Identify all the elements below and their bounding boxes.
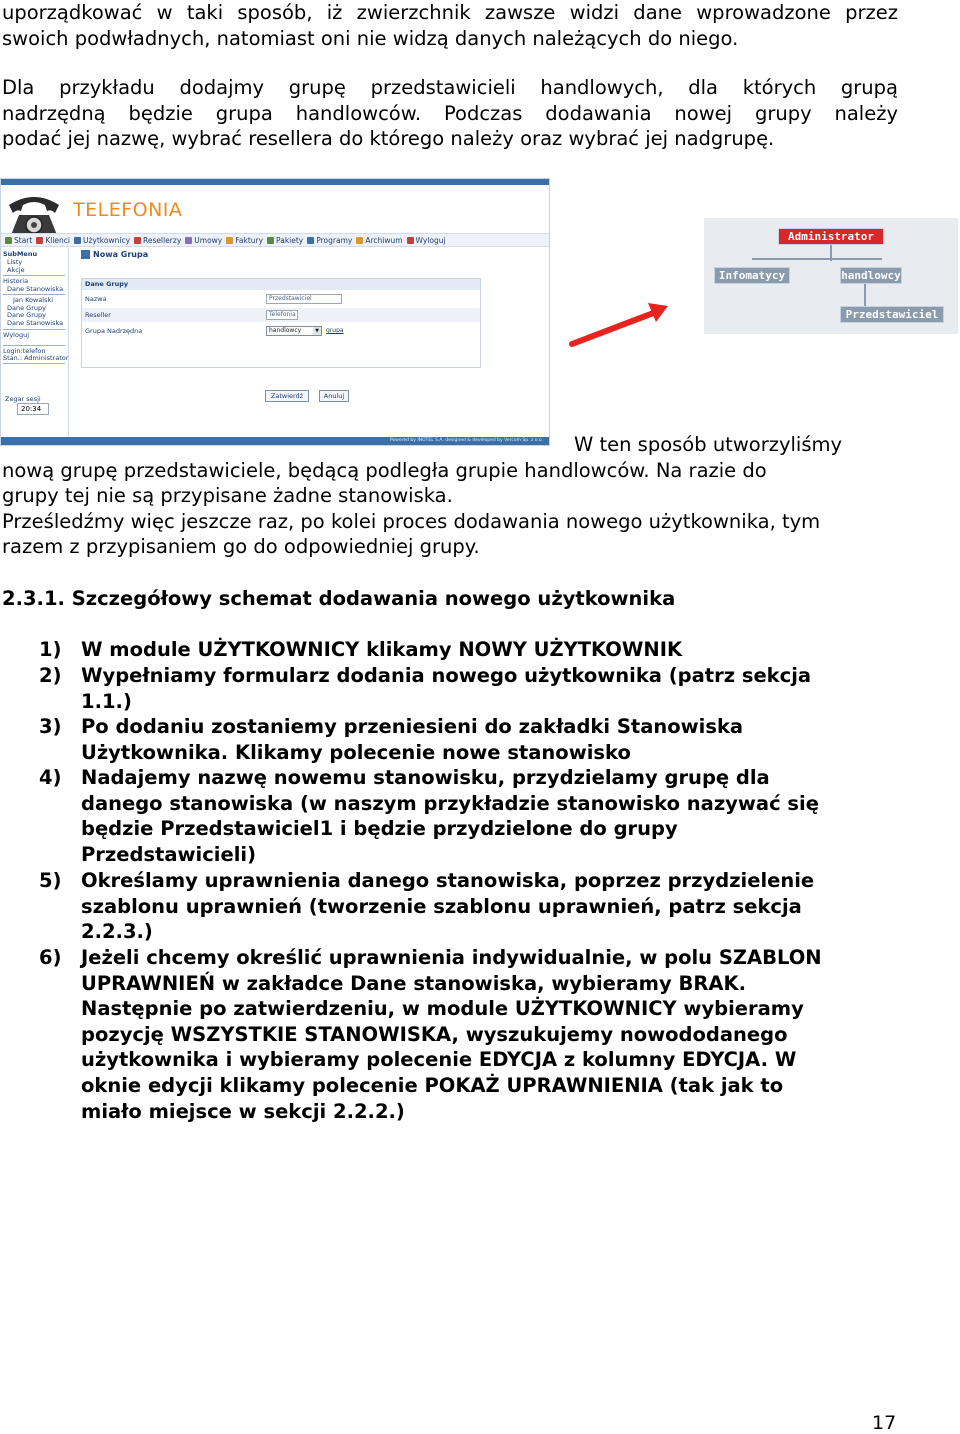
screenshot-sidebar <box>1 248 69 444</box>
text-line: miało miejsce w sekcji 2.2.2.) <box>81 1099 405 1123</box>
packages-icon <box>267 237 274 244</box>
sidebar-divider <box>3 294 65 295</box>
name-input[interactable]: Przedstawiciel <box>266 294 342 304</box>
form-row-reseller <box>82 308 480 322</box>
nav-label: Archiwum <box>365 235 403 245</box>
group-icon <box>81 250 90 259</box>
nav-label: Umowy <box>194 235 223 245</box>
group-link[interactable]: grupa <box>326 327 344 334</box>
nav-wyloguj[interactable] <box>407 236 446 245</box>
app-title: TELEFONIA <box>73 199 183 221</box>
users-icon <box>74 237 81 244</box>
footer-credits: Powered by INOTEL S.A. designed & developed by Vercom Sp. z o.o. <box>389 438 543 443</box>
sidebar-heading: SubMenu <box>3 250 38 258</box>
list-number: 3) <box>39 715 62 738</box>
select-value: handlowcy <box>269 327 302 334</box>
text-line: danego stanowiska (w naszym przykładzie stanowisko nazywać się <box>81 791 819 815</box>
nav-uzytkownicy[interactable] <box>74 236 130 245</box>
nav-label: Resellerzy <box>143 235 182 245</box>
text-line: pozycję WSZYSTKIE STANOWISKA, wyszukujemy nowododanego <box>81 1022 788 1046</box>
text-line: uporządkować w taki sposób, iż zwierzchnik zawsze widzi dane wprowadzone przez <box>2 1 898 24</box>
text-line: Wypełniamy formularz dodania nowego użytkownika (patrz sekcja <box>81 664 812 687</box>
text-line: UPRAWNIEŃ w zakładce Dane stanowiska, wybieramy BRAK. <box>81 971 746 995</box>
sidebar-item-dane-stanowiska[interactable]: Dane Stanowiska <box>7 285 64 293</box>
invoices-icon <box>226 237 233 244</box>
screenshot-top-bar <box>1 179 550 185</box>
nav-klienci[interactable] <box>36 236 70 245</box>
clients-icon <box>36 237 43 244</box>
text-line: nową grupę przedstawiciele, będącą podległa grupie handlowców. Na razie do <box>2 458 767 482</box>
nav-label: Programy <box>316 235 353 245</box>
form-row-parent-group <box>82 324 480 338</box>
cancel-button[interactable]: Anuluj <box>319 390 349 402</box>
logout-icon <box>407 237 414 244</box>
text-line: będzie Przedstawiciel1 i będzie przydzielone do grupy <box>81 817 678 841</box>
nav-faktury[interactable] <box>226 236 263 245</box>
text-line: Następnie po zatwierdzeniu, w module UŻYTKOWNICY wybieramy <box>81 997 804 1021</box>
text-line: Nadajemy nazwę nowemu stanowisku, przydzielamy grupę dla <box>81 766 770 789</box>
list-number: 6) <box>39 946 62 969</box>
nav-label: Użytkownicy <box>83 235 131 245</box>
sidebar-item-dane-grupy[interactable]: Dane Grupy <box>7 304 46 312</box>
tree-node-administrator: Administrator <box>778 228 884 245</box>
telephone-icon <box>5 191 63 239</box>
sidebar-item-wyloguj[interactable]: Wyloguj <box>3 331 29 339</box>
sidebar-login: Login:telefon <box>3 347 46 355</box>
nav-label: Faktury <box>235 235 264 245</box>
sidebar-divider <box>3 275 65 276</box>
list-text <box>81 868 899 945</box>
screenshot-main <box>79 248 547 438</box>
sidebar-divider <box>3 363 65 364</box>
group-hierarchy-tree <box>704 218 958 334</box>
group-form <box>81 278 481 368</box>
nav-label: Pakiety <box>276 235 304 245</box>
section-heading: 2.3.1. Szczegółowy schemat dodawania nowego użytkownika <box>2 587 676 610</box>
text-line: Określamy uprawnienia danego stanowiska, poprzez przydzielenie <box>81 869 815 892</box>
list-number: 4) <box>39 766 62 789</box>
text-line: Jeżeli chcemy określić uprawnienia indywidualnie, w polu SZABLON <box>81 946 822 969</box>
sidebar-item-listy[interactable]: Listy <box>7 258 23 266</box>
list-text <box>81 765 899 867</box>
tree-connector <box>752 258 882 260</box>
text-line: grupy tej nie są przypisane żadne stanowiska. <box>2 484 453 508</box>
text-line: W module UŻYTKOWNICY klikamy NOWY UŻYTKOWNIK <box>81 638 683 661</box>
text-line: razem z przypisaniem go do odpowiedniej grupy. <box>2 535 480 559</box>
nav-umowy[interactable] <box>185 236 222 245</box>
text-line: 1.1.) <box>81 689 132 713</box>
sidebar-divider <box>3 329 65 330</box>
page-title-text: Nowa Grupa <box>93 250 149 259</box>
list-text <box>81 637 899 663</box>
sidebar-item-akcje[interactable]: Akcje <box>7 266 25 274</box>
nav-programy[interactable] <box>307 236 352 245</box>
tree-node-infomatycy: Infomatycy <box>714 267 790 284</box>
example-paragraph <box>2 75 898 152</box>
text-line: Po dodaniu zostaniemy przeniesieni do zakładki Stanowiska <box>81 715 744 738</box>
result-paragraph <box>2 432 898 560</box>
list-text <box>81 945 899 1124</box>
nav-archiwum[interactable] <box>356 236 402 245</box>
nav-pakiety[interactable] <box>267 236 303 245</box>
text-line: Prześledźmy więc jeszcze raz, po kolei proces dodawania nowego użytkownika, tym <box>2 509 821 533</box>
list-number: 2) <box>39 664 62 687</box>
programs-icon <box>307 237 314 244</box>
nav-label: Start <box>14 235 33 245</box>
tree-node-przedstawiciel: Przedstawiciel <box>840 306 944 323</box>
sidebar-item-dane-stanowiska[interactable]: Dane Stanowiska <box>7 319 64 327</box>
text-line: swoich podwładnych, natomiast oni nie widzą danych należących do niego. <box>2 26 739 50</box>
sidebar-item-historia[interactable]: Historia <box>3 277 29 285</box>
intro-paragraph <box>2 0 898 51</box>
sidebar-item-jan-kowalski[interactable]: Jan Kowalski <box>13 296 54 304</box>
screenshot-nav-bar <box>1 233 549 247</box>
form-row-name <box>82 292 480 306</box>
chevron-down-icon: ▼ <box>313 327 321 335</box>
text-line: oknie edycji klikamy polecenie POKAŻ UPRAWNIENIA (tak jak to <box>81 1073 784 1097</box>
nav-label: Klienci <box>45 235 70 245</box>
text-line: Dla przykładu dodajmy grupę przedstawicieli handlowych, dla których grupą <box>2 76 898 99</box>
list-number: 5) <box>39 869 62 892</box>
text-line: nadrzędną będzie grupa handlowców. Podczas dodawania nowej grupy należy <box>2 101 898 125</box>
field-label: Nazwa <box>85 295 107 303</box>
field-label: Grupa Nadrzędna <box>85 327 143 335</box>
form-header: Dane Grupy <box>82 279 480 290</box>
text-line: Przedstawicieli) <box>81 842 256 866</box>
parent-group-select[interactable] <box>266 326 322 336</box>
resellers-icon <box>134 237 141 244</box>
list-text <box>81 663 899 714</box>
text-line: Użytkownika. Klikamy polecenie nowe stanowisko <box>81 740 631 764</box>
text-line: W ten sposób utworzyliśmy <box>574 433 843 456</box>
page-number: 17 <box>872 1412 897 1434</box>
session-clock: 20:34 <box>17 403 49 415</box>
contracts-icon <box>185 237 192 244</box>
app-screenshot <box>0 178 550 446</box>
list-number: 1) <box>39 638 62 661</box>
nav-label: Wyloguj <box>415 235 446 245</box>
nav-start[interactable] <box>5 236 32 245</box>
text-line: podać jej nazwę, wybrać resellera do którego należy oraz wybrać jej nadgrupę. <box>2 127 775 151</box>
sidebar-role: Stan.: Administrator <box>3 354 69 362</box>
session-clock-label: Zegar sesji <box>5 395 41 403</box>
red-arrow-icon <box>568 300 674 350</box>
page-title <box>81 250 148 259</box>
text-line: szablonu uprawnień (tworzenie szablonu uprawnień, patrz sekcja <box>81 894 802 918</box>
confirm-button[interactable]: Zatwierdź <box>265 390 309 402</box>
text-line: 2.2.3.) <box>81 920 153 944</box>
tree-node-handlowcy: handlowcy <box>841 269 901 282</box>
home-icon <box>5 237 12 244</box>
text-line: użytkownika i wybieramy polecenie EDYCJA z kolumny EDYCJA. W <box>81 1048 797 1072</box>
nav-resellerzy[interactable] <box>134 236 181 245</box>
list-text <box>81 714 899 765</box>
sidebar-divider <box>3 345 65 346</box>
sidebar-item-dane-grupy[interactable]: Dane Grupy <box>7 311 46 319</box>
field-label: Reseller <box>85 311 111 319</box>
archive-icon <box>356 237 363 244</box>
reseller-input[interactable]: Telefonia <box>266 310 298 320</box>
